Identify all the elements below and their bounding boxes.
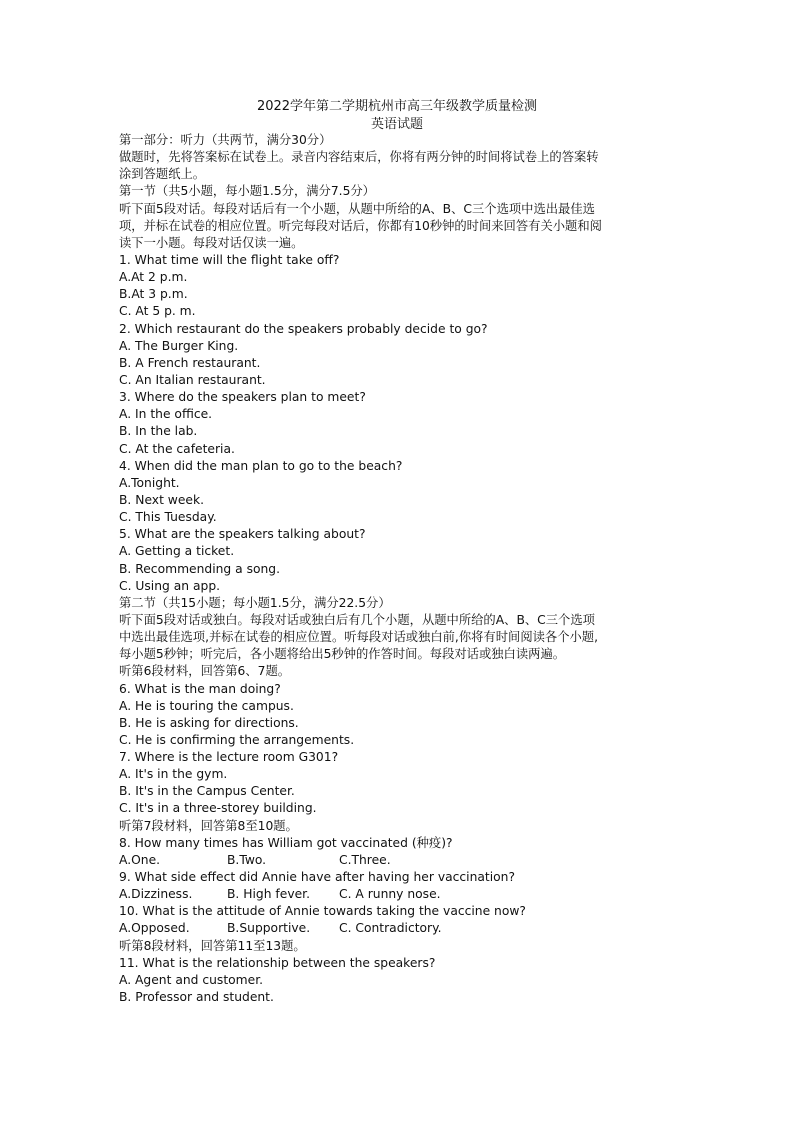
instruction-line: 读下一小题。每段对话仅读一遍。 [119, 235, 304, 250]
option: A.Dizziness. [119, 887, 193, 902]
option: A.Opposed. [119, 921, 190, 936]
instruction-line: 涂到答题纸上。 [119, 167, 206, 182]
option: B. A French restaurant. [119, 355, 261, 370]
material-heading: 听第8段材料，回答第11至13题。 [119, 938, 306, 953]
option: A.At 2 p.m. [119, 270, 188, 285]
option: A.Tonight. [119, 475, 180, 490]
options-row [119, 852, 679, 869]
instruction-line: 听下面5段对话。每段对话后有一个小题，从题中所给的A、B、C三个选项中选出最佳选 [119, 201, 595, 216]
exam-content [119, 132, 679, 1006]
option: B. He is asking for directions. [119, 715, 299, 730]
option: A. In the office. [119, 407, 213, 422]
option: B. High fever. [227, 887, 310, 902]
material-heading: 听第6段材料，回答第6、7题。 [119, 664, 291, 679]
part-one-heading: 第一节（共5小题，每小题1.5分，满分7.5分） [119, 184, 375, 199]
options-row [119, 886, 679, 903]
instruction-line: 中选出最佳选项,并标在试卷的相应位置。听每段对话或独白前,你将有时间阅读各个小题, [119, 630, 599, 645]
option: B. It's in the Campus Center. [119, 784, 295, 799]
question-3: 3. Where do the speakers plan to meet? [119, 390, 366, 405]
instruction-line: 听下面5段对话或独白。每段对话或独白后有几个小题，从题中所给的A、B、C三个选项 [119, 612, 595, 627]
option: A. It's in the gym. [119, 767, 228, 782]
option: B. Professor and student. [119, 990, 274, 1005]
question-9: 9. What side effect did Annie have after having her vaccination? [119, 870, 515, 885]
option: C.Three. [339, 852, 391, 867]
option: B.Two. [227, 852, 267, 867]
option: B. Next week. [119, 492, 205, 507]
option: C. At 5 p. m. [119, 304, 196, 319]
question-5: 5. What are the speakers talking about? [119, 527, 366, 542]
question-8: 8. How many times has William got vaccinated (种疫)? [119, 835, 453, 850]
instruction-line: 每小题5秒钟；听完后，各小题将给出5秒钟的作答时间。每段对话或独白读两遍。 [119, 647, 566, 662]
question-7: 7. Where is the lecture room G301? [119, 750, 339, 765]
option: C. Using an app. [119, 578, 221, 593]
question-2: 2. Which restaurant do the speakers probably decide to go? [119, 321, 488, 336]
section-one-heading: 第一部分：听力（共两节，满分30分） [119, 133, 332, 147]
option: C. He is confirming the arrangements. [119, 732, 355, 747]
option: B. In the lab. [119, 424, 198, 439]
option: C. At the cafeteria. [119, 441, 235, 456]
option: C. Contradictory. [339, 921, 442, 936]
option: C. An Italian restaurant. [119, 372, 266, 387]
option: A. The Burger King. [119, 338, 239, 353]
material-heading: 听第7段材料，回答第8至10题。 [119, 818, 298, 833]
option: A. Agent and customer. [119, 972, 264, 987]
option: C. This Tuesday. [119, 510, 217, 525]
option: A. He is touring the campus. [119, 698, 294, 713]
part-two-heading: 第二节（共15小题；每小题1.5分，满分22.5分） [119, 595, 391, 610]
question-11: 11. What is the relationship between the speakers? [119, 955, 436, 970]
option: A.One. [119, 852, 161, 867]
exam-title: 2022学年第二学期杭州市高三年级教学质量检测 [256, 99, 538, 114]
option: B.At 3 p.m. [119, 287, 188, 302]
question-10: 10. What is the attitude of Annie towards taking the vaccine now? [119, 904, 526, 919]
question-4: 4. When did the man plan to go to the beach? [119, 458, 403, 473]
question-6: 6. What is the man doing? [119, 681, 281, 696]
option: A. Getting a ticket. [119, 544, 235, 559]
instruction-line: 项，并标在试卷的相应位置。听完每段对话后，你都有10秒钟的时间来回答有关小题和阅 [119, 218, 602, 233]
option: C. A runny nose. [339, 887, 441, 902]
instruction-line: 做题时，先将答案标在试卷上。录音内容结束后，你将有两分钟的时间将试卷上的答案转 [119, 150, 599, 165]
options-row [119, 920, 679, 937]
question-1: 1. What time will the flight take off? [119, 252, 340, 267]
exam-subtitle: 英语试题 [370, 117, 423, 132]
option: C. It's in a three-storey building. [119, 801, 317, 816]
option: B.Supportive. [227, 921, 311, 936]
option: B. Recommending a song. [119, 561, 281, 576]
